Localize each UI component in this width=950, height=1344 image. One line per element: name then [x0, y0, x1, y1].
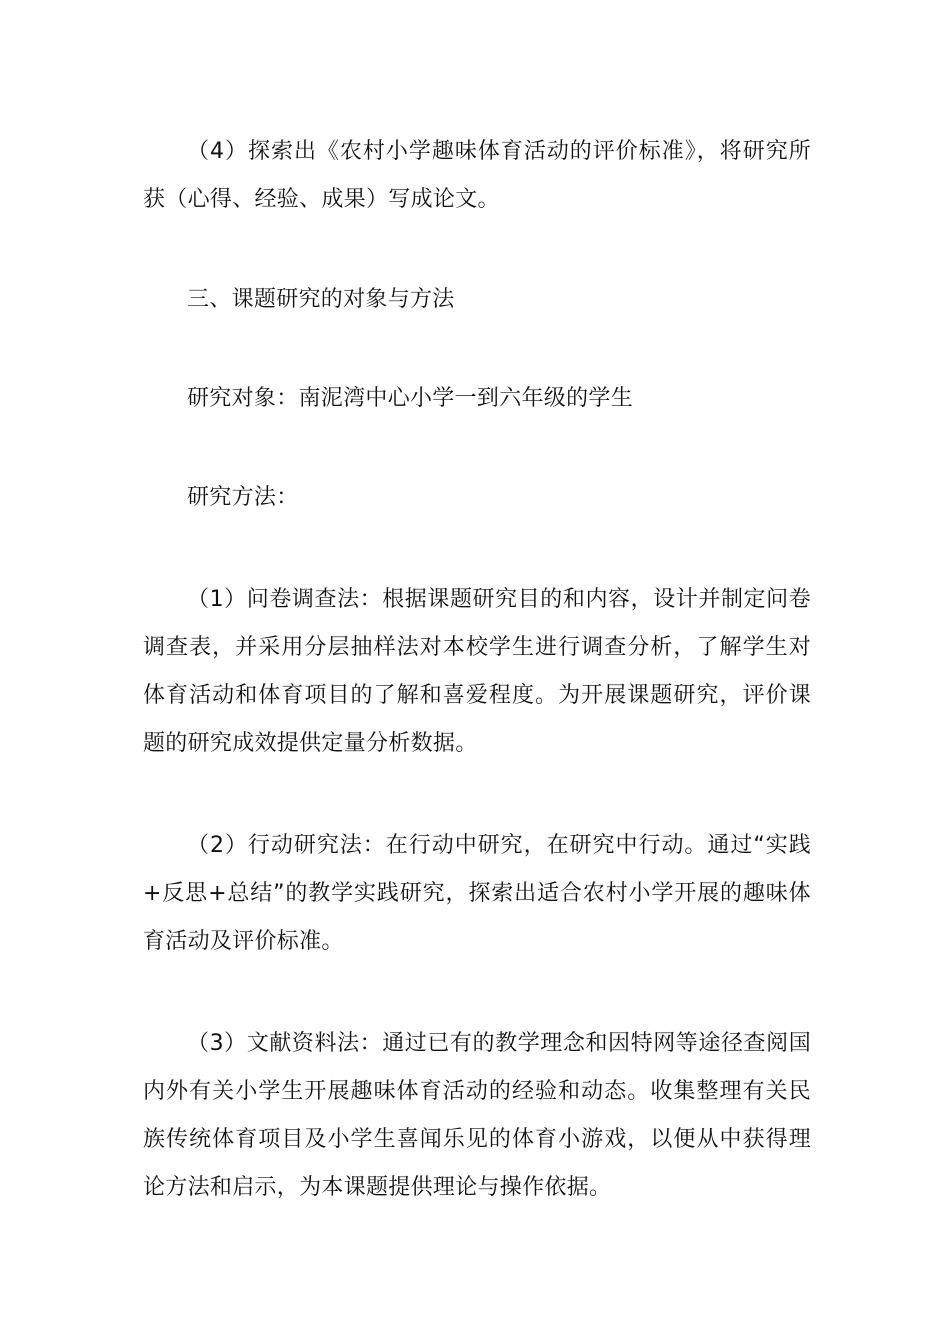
paragraph-research-methods-label: 研究方法：: [187, 485, 299, 510]
paragraph-action-research-method: （2）行动研究法：在行动中研究，在研究中行动。通过“实践+反思+总结”的教学实践研究，探索出适合农村小学开展的趣味体育活动及评价标准。: [143, 833, 811, 954]
paragraph-evaluation-standard: （4）探索出《农村小学趣味体育活动的评价标准》，将研究所获（心得、经验、成果）写成论文。: [143, 139, 811, 212]
paragraph-literature-method: （3）文献资料法：通过已有的教学理念和因特网等途径查阅国内外有关小学生开展趣味体育活动的经验和动态。收集整理有关民族传统体育项目及小学生喜闻乐见的体育小游戏，以便从中获得理论方法和启示，为本课题提供理论与操作依据。: [143, 1031, 811, 1200]
paragraph-questionnaire-method: （1）问卷调查法：根据课题研究目的和内容，设计并制定问卷调查表，并采用分层抽样法对本校学生进行调查分析，了解学生对体育活动和体育项目的了解和喜爱程度。为开展课题研究，评价课题的研究成效提供定量分析数据。: [143, 587, 811, 756]
paragraph-research-object: 研究对象：南泥湾中心小学一到六年级的学生: [187, 386, 634, 411]
section-heading-objects-methods: 三、课题研究的对象与方法: [187, 287, 455, 312]
